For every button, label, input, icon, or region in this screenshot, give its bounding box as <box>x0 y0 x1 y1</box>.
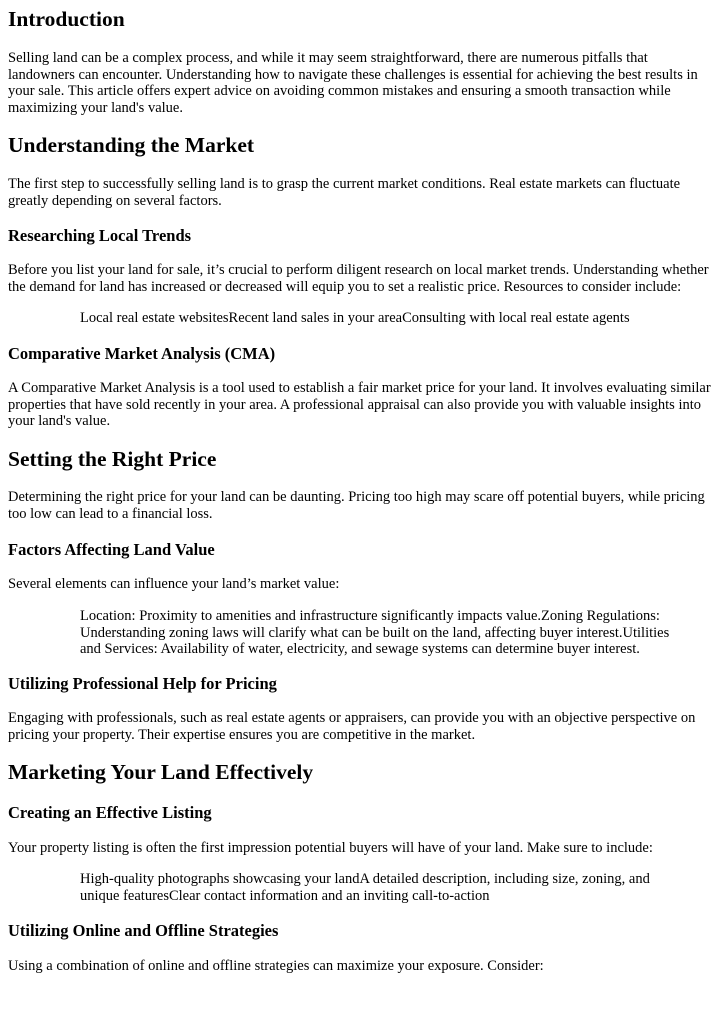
heading-setting-price: Setting the Right Price <box>8 447 217 471</box>
paragraph-introduction: Selling land can be a complex process, and while it may seem straightforward, there are numerous pitfalls that landowners can encounter. Understanding how to navigate these challenges is essential for achieving the best results in your sale. This article offers expert advice on avoiding common mistakes and ensuring a smooth transaction while maximizing your land's value. <box>8 50 698 116</box>
heading-researching-trends: Researching Local Trends <box>8 226 192 245</box>
heading-professional-help: Utilizing Professional Help for Pricing <box>8 674 277 693</box>
paragraph-listing: Your property listing is often the first impression potential buyers will have of your land. Make sure to include: <box>8 840 653 856</box>
paragraph-professional-help: Engaging with professionals, such as real estate agents or appraisers, can provide you with an objective perspective on pricing your property. Their expertise ensures you are competitive in the market. <box>8 710 696 743</box>
list-factors: Location: Proximity to amenities and infrastructure significantly impacts value.Zoning Regulations: Understanding zoning laws will clarify what can be built on the land, affecting buyer interest.Utilities and Services: Availability of water, electricity, and sewage systems can determine buyer interest. <box>80 608 670 657</box>
heading-understanding-market: Understanding the Market <box>8 133 255 157</box>
paragraph-trends: Before you list your land for sale, it’s crucial to perform diligent research on local market trends. Understanding whether the demand for land has increased or decreased will equip you to set a realistic price. Resources to consider include: <box>8 262 709 295</box>
heading-cma: Comparative Market Analysis (CMA) <box>8 344 276 363</box>
paragraph-cma: A Comparative Market Analysis is a tool used to establish a fair market price for your land. It involves evaluating similar properties that have sold recently in your area. A professional appraisal can also provide you with valuable insights into your land's value. <box>8 380 711 429</box>
heading-strategies: Utilizing Online and Offline Strategies <box>8 921 279 940</box>
paragraph-price: Determining the right price for your land can be daunting. Pricing too high may scare off potential buyers, while pricing too low can lead to a financial loss. <box>8 489 705 522</box>
heading-introduction: Introduction <box>8 7 125 31</box>
list-trends-resources: Local real estate websitesRecent land sales in your areaConsulting with local real estate agents <box>80 310 630 326</box>
list-listing-items: High-quality photographs showcasing your landA detailed description, including size, zoning, and unique featuresClear contact information and an inviting call-to-action <box>80 871 650 904</box>
paragraph-market: The first step to successfully selling land is to grasp the current market conditions. Real estate markets can fluctuate greatly depending on several factors. <box>8 176 681 209</box>
heading-factors: Factors Affecting Land Value <box>8 540 215 559</box>
heading-effective-listing: Creating an Effective Listing <box>8 803 212 822</box>
heading-marketing: Marketing Your Land Effectively <box>8 760 314 784</box>
paragraph-strategies: Using a combination of online and offline strategies can maximize your exposure. Consider: <box>8 958 544 974</box>
paragraph-factors: Several elements can influence your land’s market value: <box>8 576 340 592</box>
